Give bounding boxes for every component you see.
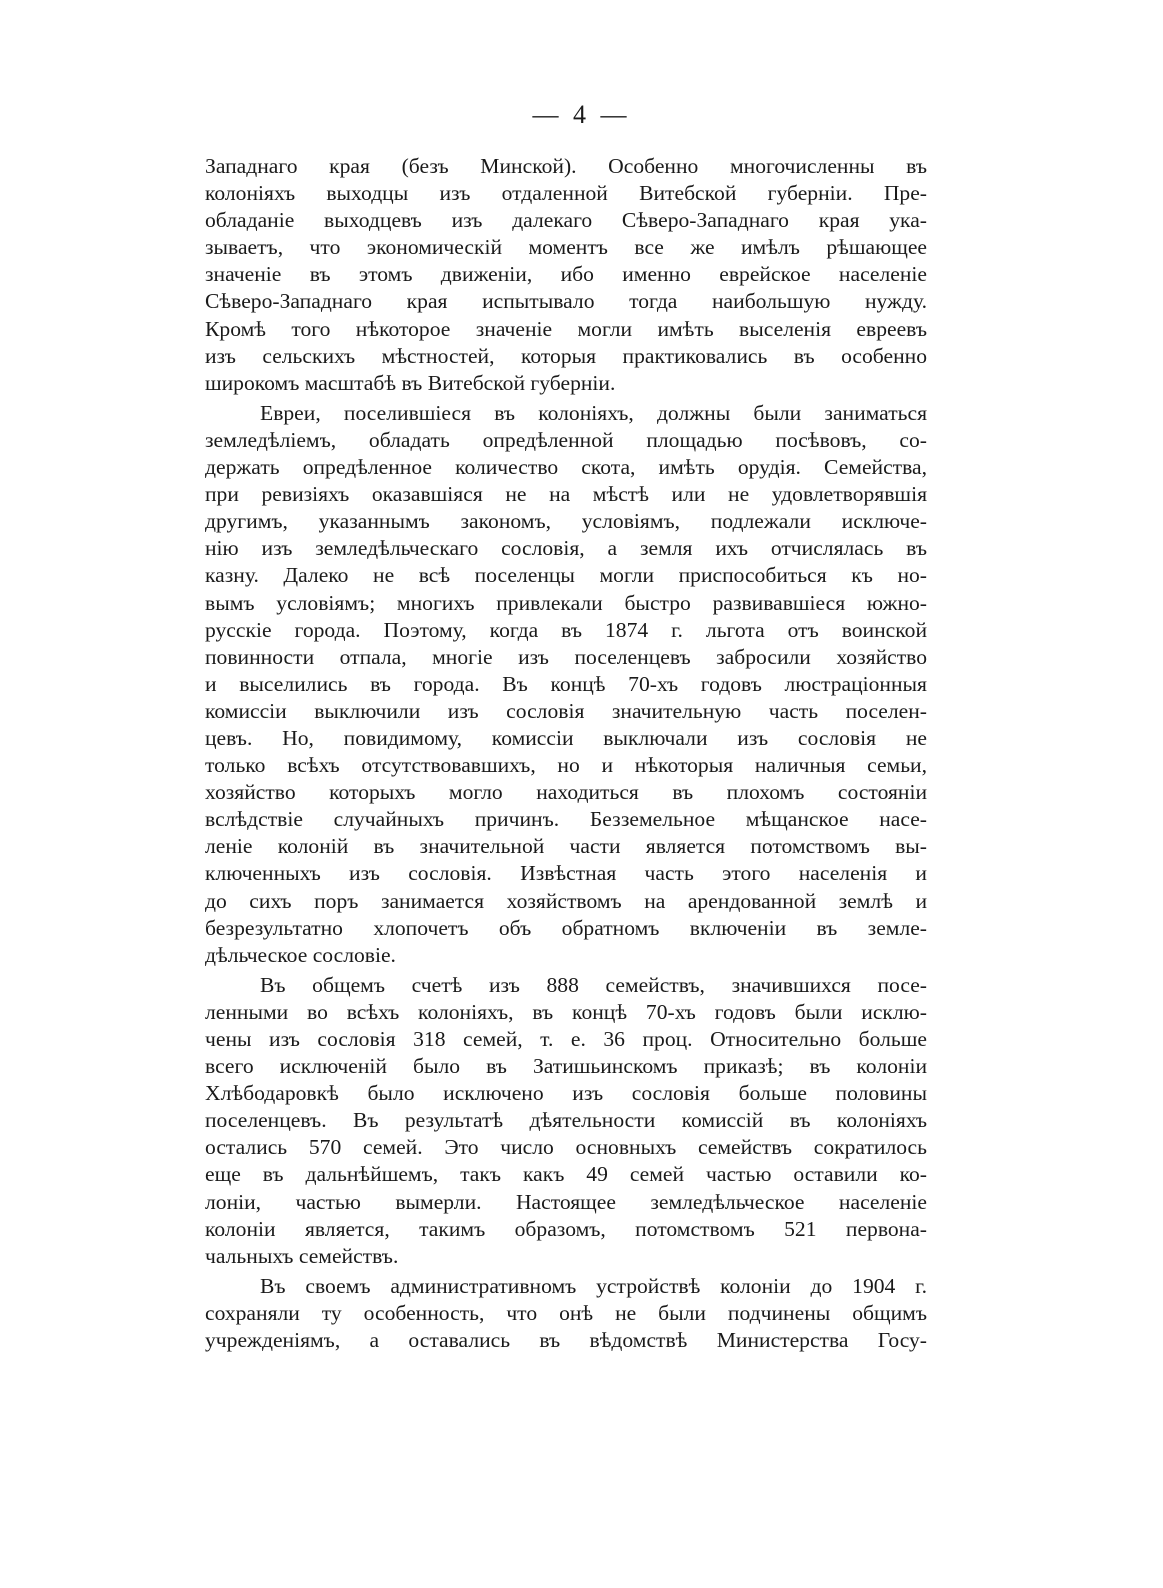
text-line: колоніяхъ выходцы изъ отдаленной Витебской губерніи. Пре- (205, 181, 927, 206)
text-line: сохраняли ту особенность, что онѣ не были подчинены общимъ (205, 1300, 927, 1325)
text-line: чены изъ сословія 318 семей, т. е. 36 проц. Относительно больше (205, 1027, 927, 1051)
text-line: лоніи, частью вымерли. Настоящее земледѣльческое населеніе (205, 1189, 927, 1214)
text-line: Кромѣ того нѣкоторое значеніе могли имѣть выселенія евреевъ (205, 316, 927, 341)
text-line: Сѣверо-Западнаго края испытывало тогда наибольшую нужду. (205, 289, 927, 314)
text-line: вымъ условіямъ; многихъ привлекали быстро развивавшіеся южно- (205, 590, 927, 615)
text-line: Западнаго края (безъ Минской). Особенно многочисленны въ (205, 154, 927, 178)
text-line: Въ общемъ счетѣ изъ 888 семействъ, значившихся посе- (260, 972, 927, 997)
text-line: ключенныхъ изъ сословія. Извѣстная часть этого населенія и (205, 861, 927, 886)
text-line: колоніи является, такимъ образомъ, потомствомъ 521 первона- (205, 1216, 927, 1241)
text-line: до сихъ поръ занимается хозяйствомъ на арендованной землѣ и (205, 888, 927, 913)
text-line: изъ сельскихъ мѣстностей, которыя практиковались въ особенно (205, 343, 927, 368)
text-line: комиссіи выключили изъ сословія значительную часть поселен- (205, 698, 927, 723)
text-line: и выселились въ города. Въ концѣ 70-хъ годовъ люстраціонныя (205, 671, 927, 696)
text-line: другимъ, указаннымъ закономъ, условіямъ, подлежали исключе- (205, 509, 927, 534)
text-line: зываетъ, что экономическій моментъ все же имѣлъ рѣшающее (205, 235, 927, 260)
text-line: земледѣліемъ, обладать опредѣленной площадью посѣвовъ, со- (205, 427, 927, 452)
text-line: Хлѣбодаровкѣ было исключено изъ сословія больше половины (205, 1081, 927, 1106)
text-line: русскіе города. Поэтому, когда въ 1874 г. льгота отъ воинской (205, 617, 927, 642)
text-line: леніе колоній въ значительной части является потомствомъ вы- (205, 834, 927, 859)
text-line: дѣльческое сословіе. (205, 942, 396, 967)
text-line: еще въ дальнѣйшемъ, такъ какъ 49 семей частью оставили ко- (205, 1162, 927, 1187)
text-line: обладаніе выходцевъ изъ далекаго Сѣверо-Западнаго края ука- (205, 208, 927, 233)
text-line: хозяйство которыхъ могло находиться въ плохомъ состояніи (205, 780, 927, 805)
text-line: учрежденіямъ, а оставались въ вѣдомствѣ Министерства Госу- (205, 1328, 927, 1353)
text-line: нію изъ земледѣльческаго сословія, а земля ихъ отчислялась въ (205, 536, 927, 561)
text-line: при ревизіяхъ оказавшіяся не на мѣстѣ или не удовлетворявшія (205, 482, 927, 507)
text-line: казну. Далеко не всѣ поселенцы могли приспособиться къ но- (205, 563, 927, 588)
text-line: значеніе въ этомъ движеніи, ибо именно еврейское населеніе (205, 262, 927, 287)
text-line: держать опредѣленное количество скота, имѣть орудія. Семейства, (205, 455, 927, 480)
body-text (205, 153, 927, 1354)
paragraph (205, 1273, 927, 1354)
text-line: поселенцевъ. Въ результатѣ дѣятельности комиссій въ колоніяхъ (205, 1108, 927, 1133)
text-line: только всѣхъ отсутствовавшихъ, но и нѣкоторыя наличныя семьи, (205, 753, 927, 778)
text-line: цевъ. Но, повидимому, комиссіи выключали изъ сословія не (205, 725, 927, 750)
page-number: — 4 — (532, 100, 631, 129)
text-line: Въ своемъ административномъ устройствѣ колоніи до 1904 г. (260, 1273, 927, 1298)
text-line: повинности отпала, многіе изъ поселенцевъ забросили хозяйство (205, 644, 927, 669)
text-line: безрезультатно хлопочетъ объ обратномъ включеніи въ земле- (205, 915, 927, 940)
paragraph (205, 153, 927, 397)
text-line: остались 570 семей. Это число основныхъ семействъ сократилось (205, 1135, 927, 1160)
text-line: широкомъ масштабѣ въ Витебской губерніи. (205, 370, 616, 395)
paragraph (205, 972, 927, 1270)
text-line: всего исключеній было въ Затишьинскомъ приказѣ; въ колоніи (205, 1054, 927, 1079)
text-line: чальныхъ семействъ. (205, 1243, 399, 1268)
paragraph (205, 400, 927, 969)
text-line: Евреи, поселившіеся въ колоніяхъ, должны были заниматься (260, 400, 927, 425)
text-line: ленными во всѣхъ колоніяхъ, въ концѣ 70-хъ годовъ были исклю- (205, 999, 927, 1024)
text-line: вслѣдствіе случайныхъ причинъ. Безземельное мѣщанское насе- (205, 807, 927, 832)
